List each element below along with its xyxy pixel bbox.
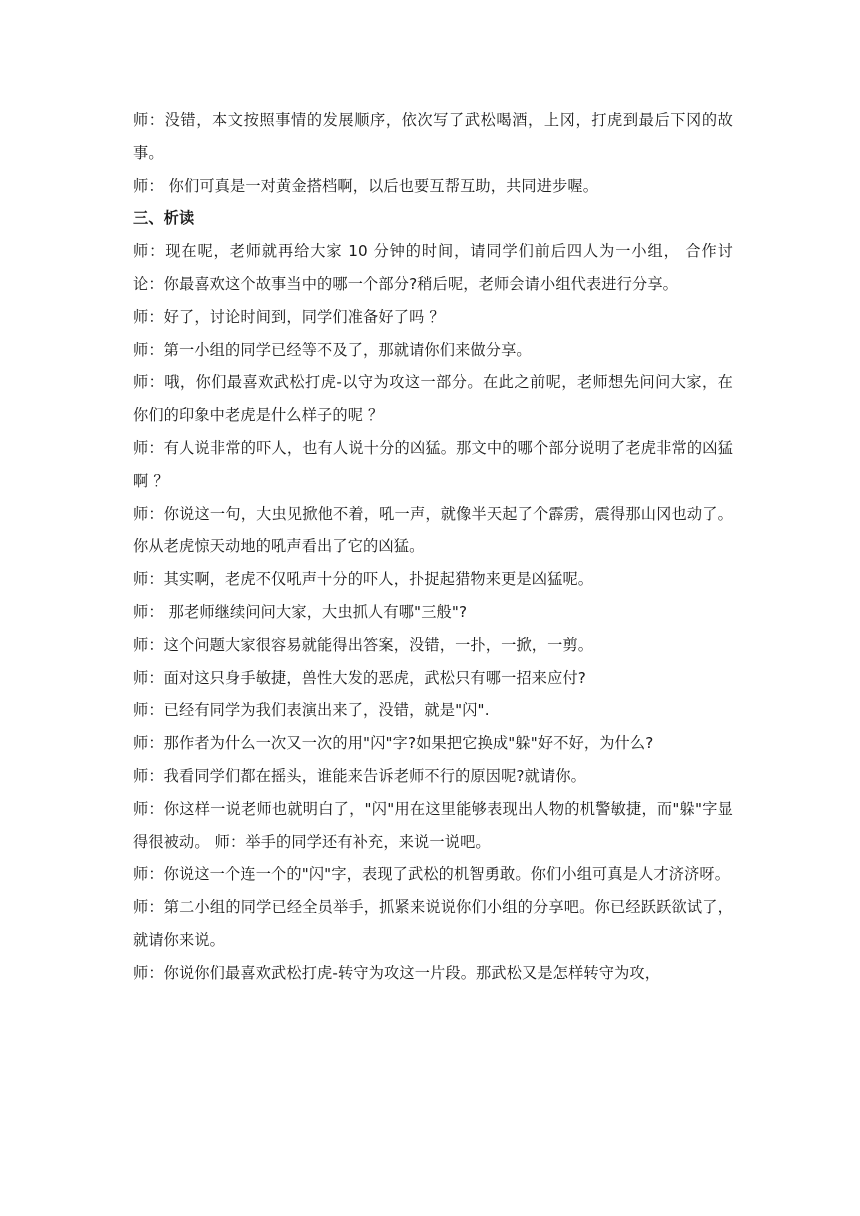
paragraph: 师：你说你们最喜欢武松打虎-转守为攻这一片段。那武松又是怎样转守为攻， (133, 963, 661, 982)
paragraph: 师：那作者为什么一次又一次的用"闪"字?如果把它换成"躲"好不好，为什么? (133, 734, 654, 753)
section-heading: 三、析读 (133, 209, 195, 228)
paragraph: 师：现在呢，老师就再给大家 10 分钟的时间，请同学们前后四人为一小组， 合作讨论：你最喜欢这个故事当中的哪一个部分?稍后呢，老师会请小组代表进行分享。 (133, 242, 733, 293)
paragraph: 师：没错，本文按照事情的发展顺序，依次写了武松喝酒，上冈，打虎到最后下冈的故事。 (133, 111, 733, 162)
paragraph: 师：我看同学们都在摇头，谁能来告诉老师不行的原因呢?就请你。 (133, 766, 586, 785)
paragraph: 师：第一小组的同学已经等不及了，那就请你们来做分享。 (133, 340, 532, 359)
paragraph: 师： 那老师继续问问大家，大虫抓人有哪"三般"? (133, 602, 468, 621)
paragraph: 师：这个问题大家很容易就能得出答案，没错，一扑，一掀，一剪。 (133, 635, 594, 654)
paragraph: 师： 你们可真是一对黄金搭档啊，以后也要互帮互助，共同进步喔。 (133, 176, 599, 195)
document-body (133, 104, 733, 990)
paragraph: 师：其实啊，老虎不仅吼声十分的吓人，扑捉起猎物来更是凶猛呢。 (133, 570, 594, 589)
paragraph: 师：好了，讨论时间到，同学们准备好了吗 ？ (133, 307, 445, 326)
paragraph: 师：你说这一句，大虫见掀他不着，吼一声，就像半天起了个霹雳，震得那山冈也动了。你从老虎惊天动地的吼声看出了它的凶猛。 (133, 504, 733, 556)
paragraph: 师：你这样一说老师也就明白了，"闪"用在这里能够表现出人物的机警敏捷，而"躲"字显得很被动。 师：举手的同学还有补充，来说一说吧。 (133, 799, 733, 851)
paragraph: 师：有人说非常的吓人，也有人说十分的凶猛。那文中的哪个部分说明了老虎非常的凶猛啊 ？ (133, 438, 733, 490)
paragraph: 师：哦，你们最喜欢武松打虎-以守为攻这一部分。在此之前呢，老师想先问问大家，在你们的印象中老虎是什么样子的呢 ？ (133, 373, 733, 425)
paragraph: 师：已经有同学为我们表演出来了，没错，就是"闪". (133, 701, 490, 720)
paragraph: 师：面对这只身手敏捷，兽性大发的恶虎，武松只有哪一招来应付? (133, 668, 586, 687)
paragraph: 师：第二小组的同学已经全员举手，抓紧来说说你们小组的分享吧。你已经跃跃欲试了，就请你来说。 (133, 898, 733, 949)
paragraph: 师：你说这一个连一个的"闪"字，表现了武松的机智勇敢。你们小组可真是人才济济呀。 (133, 865, 731, 884)
